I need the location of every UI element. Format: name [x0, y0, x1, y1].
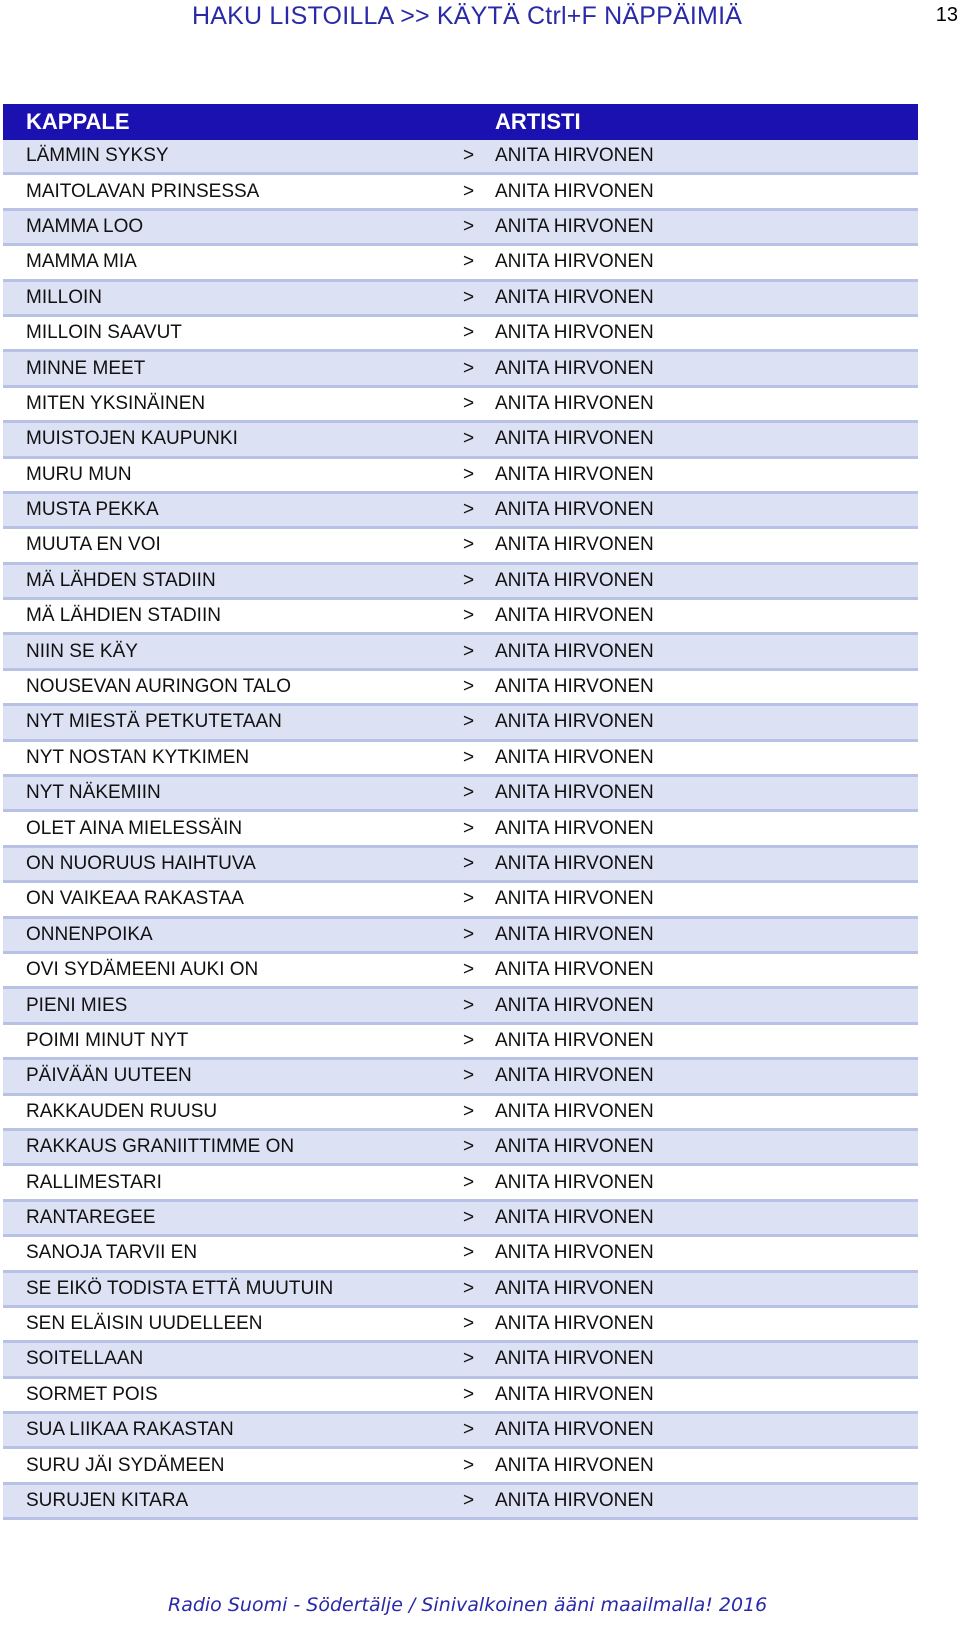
- artist-name: ANITA HIRVONEN: [495, 180, 654, 202]
- table-row: [3, 282, 918, 317]
- artist-name: ANITA HIRVONEN: [495, 499, 654, 521]
- separator-arrow: >: [463, 1454, 475, 1476]
- table-row: [3, 1131, 918, 1166]
- song-title: NIIN SE KÄY: [26, 640, 138, 662]
- artist-name: ANITA HIRVONEN: [495, 888, 654, 910]
- artist-name: ANITA HIRVONEN: [495, 1490, 654, 1512]
- artist-name: ANITA HIRVONEN: [495, 1065, 654, 1087]
- table-row: [3, 423, 918, 458]
- table-row: [3, 1202, 918, 1237]
- table-row: [3, 211, 918, 246]
- separator-arrow: >: [463, 1348, 475, 1370]
- table-row: [3, 671, 918, 706]
- song-title: OLET AINA MIELESSÄIN: [26, 817, 243, 839]
- song-title: OVI SYDÄMEENI AUKI ON: [26, 959, 259, 981]
- artist-name: ANITA HIRVONEN: [495, 463, 654, 485]
- artist-name: ANITA HIRVONEN: [495, 923, 654, 945]
- separator-arrow: >: [463, 569, 475, 591]
- song-title: SEN ELÄISIN UUDELLEEN: [26, 1313, 263, 1335]
- separator-arrow: >: [463, 357, 475, 379]
- table-row: [3, 565, 918, 600]
- artist-name: ANITA HIRVONEN: [495, 1383, 654, 1405]
- song-title: MINNE MEET: [26, 357, 146, 379]
- table-row: [3, 1096, 918, 1131]
- song-title: ONNENPOIKA: [26, 923, 153, 945]
- separator-arrow: >: [463, 428, 475, 450]
- artist-name: ANITA HIRVONEN: [495, 286, 654, 308]
- table-row: [3, 459, 918, 494]
- artist-name: ANITA HIRVONEN: [495, 1206, 654, 1228]
- table-row: [3, 954, 918, 989]
- table-body: [3, 140, 918, 1520]
- table-row: [3, 529, 918, 564]
- table-header-row: [3, 104, 918, 140]
- separator-arrow: >: [463, 1383, 475, 1405]
- separator-arrow: >: [463, 215, 475, 237]
- table-row: [3, 1060, 918, 1095]
- song-title: RANTAREGEE: [26, 1206, 156, 1228]
- column-header-artist: ARTISTI: [495, 109, 581, 134]
- artist-name: ANITA HIRVONEN: [495, 251, 654, 273]
- table-row: [3, 352, 918, 387]
- footer-text: Radio Suomi - Södertälje / Sinivalkoinen ääni maailmalla! 2016: [168, 1594, 768, 1616]
- table-row: [3, 388, 918, 423]
- separator-arrow: >: [463, 145, 475, 167]
- separator-arrow: >: [463, 392, 475, 414]
- separator-arrow: >: [463, 180, 475, 202]
- artist-name: ANITA HIRVONEN: [495, 1171, 654, 1193]
- song-title: MUISTOJEN KAUPUNKI: [26, 428, 238, 450]
- artist-name: ANITA HIRVONEN: [495, 1313, 654, 1335]
- separator-arrow: >: [463, 1065, 475, 1087]
- separator-arrow: >: [463, 923, 475, 945]
- separator-arrow: >: [463, 1206, 475, 1228]
- table-row: [3, 1166, 918, 1201]
- artist-name: ANITA HIRVONEN: [495, 1419, 654, 1441]
- separator-arrow: >: [463, 959, 475, 981]
- separator-arrow: >: [463, 1171, 475, 1193]
- separator-arrow: >: [463, 605, 475, 627]
- artist-name: ANITA HIRVONEN: [495, 782, 654, 804]
- separator-arrow: >: [463, 286, 475, 308]
- artist-name: ANITA HIRVONEN: [495, 994, 654, 1016]
- table-row: [3, 742, 918, 777]
- table-row: [3, 494, 918, 529]
- song-title: NYT MIESTÄ PETKUTETAAN: [26, 711, 282, 733]
- song-title: PIENI MIES: [26, 994, 128, 1016]
- table-row: [3, 1449, 918, 1484]
- table-row: [3, 1414, 918, 1449]
- separator-arrow: >: [463, 1136, 475, 1158]
- separator-arrow: >: [463, 1029, 475, 1051]
- song-title: ON VAIKEAA RAKASTAA: [26, 888, 244, 910]
- table-row: [3, 140, 918, 175]
- artist-name: ANITA HIRVONEN: [495, 215, 654, 237]
- table-row: [3, 1308, 918, 1343]
- separator-arrow: >: [463, 746, 475, 768]
- song-title: RALLIMESTARI: [26, 1171, 162, 1193]
- song-title: MURU MUN: [26, 463, 132, 485]
- song-title: NYT NÄKEMIIN: [26, 782, 161, 804]
- artist-name: ANITA HIRVONEN: [495, 959, 654, 981]
- artist-name: ANITA HIRVONEN: [495, 711, 654, 733]
- table-row: [3, 1237, 918, 1272]
- page-header: [0, 0, 960, 36]
- song-title: MÄ LÄHDEN STADIIN: [26, 569, 216, 591]
- table-row: [3, 246, 918, 281]
- table-row: [3, 1379, 918, 1414]
- song-title: MILLOIN: [26, 286, 103, 308]
- artist-name: ANITA HIRVONEN: [495, 1348, 654, 1370]
- separator-arrow: >: [463, 499, 475, 521]
- separator-arrow: >: [463, 1419, 475, 1441]
- separator-arrow: >: [463, 463, 475, 485]
- separator-arrow: >: [463, 1313, 475, 1335]
- song-title: LÄMMIN SYKSY: [26, 145, 169, 167]
- table-row: [3, 706, 918, 741]
- table-row: [3, 175, 918, 210]
- table-row: [3, 989, 918, 1024]
- song-title: MITEN YKSINÄINEN: [26, 392, 206, 414]
- song-title: SUA LIIKAA RAKASTAN: [26, 1419, 234, 1441]
- song-title: MÄ LÄHDIEN STADIIN: [26, 605, 221, 627]
- page-number: 13: [935, 4, 958, 26]
- separator-arrow: >: [463, 711, 475, 733]
- table-row: [3, 883, 918, 918]
- song-title: MAMMA LOO: [26, 215, 144, 237]
- table-row: [3, 812, 918, 847]
- artist-name: ANITA HIRVONEN: [495, 676, 654, 698]
- song-title: PÄIVÄÄN UUTEEN: [26, 1065, 192, 1087]
- table-row: [3, 1273, 918, 1308]
- artist-name: ANITA HIRVONEN: [495, 1242, 654, 1264]
- separator-arrow: >: [463, 994, 475, 1016]
- table-row: [3, 919, 918, 954]
- separator-arrow: >: [463, 1242, 475, 1264]
- table-row: [3, 317, 918, 352]
- song-table: [3, 104, 918, 1520]
- table-row: [3, 1025, 918, 1060]
- song-title: SURUJEN KITARA: [26, 1490, 189, 1512]
- artist-name: ANITA HIRVONEN: [495, 605, 654, 627]
- table-row: [3, 635, 918, 670]
- song-title: SE EIKÖ TODISTA ETTÄ MUUTUIN: [26, 1277, 334, 1299]
- artist-name: ANITA HIRVONEN: [495, 1136, 654, 1158]
- table-row: [3, 848, 918, 883]
- song-title: MAITOLAVAN PRINSESSA: [26, 180, 260, 202]
- separator-arrow: >: [463, 1490, 475, 1512]
- separator-arrow: >: [463, 782, 475, 804]
- artist-name: ANITA HIRVONEN: [495, 1277, 654, 1299]
- song-title: RAKKAUDEN RUUSU: [26, 1100, 218, 1122]
- artist-name: ANITA HIRVONEN: [495, 534, 654, 556]
- song-title: RAKKAUS GRANIITTIMME ON: [26, 1136, 295, 1158]
- artist-name: ANITA HIRVONEN: [495, 640, 654, 662]
- artist-name: ANITA HIRVONEN: [495, 817, 654, 839]
- separator-arrow: >: [463, 251, 475, 273]
- artist-name: ANITA HIRVONEN: [495, 853, 654, 874]
- page-title: HAKU LISTOILLA >> KÄYTÄ Ctrl+F NÄPPÄIMIÄ: [192, 2, 743, 30]
- separator-arrow: >: [463, 853, 475, 874]
- separator-arrow: >: [463, 817, 475, 839]
- separator-arrow: >: [463, 322, 475, 344]
- separator-arrow: >: [463, 676, 475, 698]
- column-header-song: KAPPALE: [26, 109, 130, 134]
- separator-arrow: >: [463, 1100, 475, 1122]
- separator-arrow: >: [463, 1277, 475, 1299]
- artist-name: ANITA HIRVONEN: [495, 1454, 654, 1476]
- song-title: NYT NOSTAN KYTKIMEN: [26, 746, 250, 768]
- song-title: SORMET POIS: [26, 1383, 158, 1405]
- artist-name: ANITA HIRVONEN: [495, 428, 654, 450]
- table-row: [3, 1343, 918, 1378]
- song-title: ON NUORUUS HAIHTUVA: [26, 853, 256, 874]
- separator-arrow: >: [463, 640, 475, 662]
- artist-name: ANITA HIRVONEN: [495, 746, 654, 768]
- song-title: MILLOIN SAAVUT: [26, 322, 182, 344]
- artist-name: ANITA HIRVONEN: [495, 145, 654, 167]
- separator-arrow: >: [463, 888, 475, 910]
- song-title: SOITELLAAN: [26, 1348, 144, 1370]
- separator-arrow: >: [463, 534, 475, 556]
- artist-name: ANITA HIRVONEN: [495, 1029, 654, 1051]
- song-title: MAMMA MIA: [26, 251, 137, 273]
- artist-name: ANITA HIRVONEN: [495, 357, 654, 379]
- artist-name: ANITA HIRVONEN: [495, 392, 654, 414]
- song-title: MUSTA PEKKA: [26, 499, 159, 521]
- song-title: SANOJA TARVII EN: [26, 1242, 198, 1264]
- table-row: [3, 777, 918, 812]
- artist-name: ANITA HIRVONEN: [495, 322, 654, 344]
- artist-name: ANITA HIRVONEN: [495, 569, 654, 591]
- song-title: NOUSEVAN AURINGON TALO: [26, 676, 291, 698]
- song-title: MUUTA EN VOI: [26, 534, 161, 556]
- artist-name: ANITA HIRVONEN: [495, 1100, 654, 1122]
- table-row: [3, 600, 918, 635]
- table-row: [3, 1485, 918, 1520]
- song-title: SURU JÄI SYDÄMEEN: [26, 1454, 225, 1476]
- song-title: POIMI MINUT NYT: [26, 1029, 189, 1051]
